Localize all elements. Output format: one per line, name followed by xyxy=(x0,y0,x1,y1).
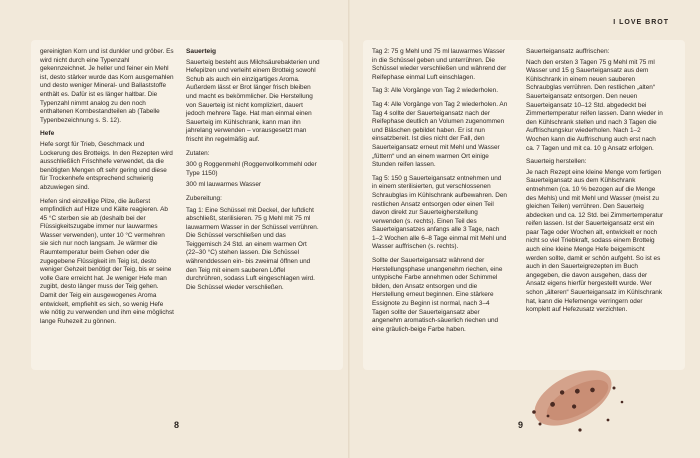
section-heading-hefe: Hefe xyxy=(40,130,55,138)
sauerteig-paragraph: Sauerteig besteht aus Milchsäurebakterien und Hefepilzen und verleiht einem Brotteig sowohl Schub als auch ein einzigartiges Aroma. Außerdem lässt er Brot länger frisch bleiben und macht es bekömmlicher. Die Herstellung von Sauerteig ist nicht kompliziert, dauert jedoch mehrere Tage. Hat man einmal einen Sauerteig im Kühlschrank, kann man ihn jahrelang verwenden – vorausgesetzt man frischt ihn regelmäßig auf. xyxy=(186,58,320,143)
page-number-right: 9 xyxy=(518,420,524,430)
running-header: I LOVE BROT xyxy=(613,19,669,26)
crumb-dot xyxy=(532,410,536,414)
zutat-2: 300 ml lauwarmes Wasser xyxy=(186,181,262,189)
heading-auffrischen: Sauerteigansatz auffrischen: xyxy=(526,48,610,55)
tag-1-step: Tag 1: Eine Schüssel mit Deckel, der luftdicht abschließt, sterilisieren. 75 g Mehl mit 75 ml lauwarmem Wasser in der Schüssel verrühren. Die Schüssel verschließen und das Teiggemisch 24 Std. an einem warmen Ort (22–30 °C) stehen lassen. Die Schüssel währenddessen ein- bis zweimal öffnen und den Teig mit einem sauberen Löffel durchrühren, sodass Luft eingeschlagen wird. Die Schüssel wieder verschließen. xyxy=(186,206,319,291)
right-column-1 xyxy=(372,48,508,339)
tag-5-step: Tag 5: 150 g Sauerteigansatz entnehmen und in einem sterilisierten, gut verschlossenen Schraubglas im Kühlschrank aufbewahren. Den restlichen Ansatz entsorgen oder einen Teil davon direkt zur Sauerteigherstellung verwenden (s. rechts). Einen Teil des Sauerteigansatzes anfangs alle 3 Tage, nach 1–2 Wochen alle 6–8 Tage einmal mit Mehl und Wasser auffrischen (s. rechts). xyxy=(372,174,507,251)
left-column-1 xyxy=(40,48,174,331)
tag-4-step: Tag 4: Alle Vorgänge von Tag 2 wiederholen. An Tag 4 sollte der Sauerteigansatz nach der Reifephase deutlich an Volumen zugenommen und Bläschen gebildet haben. Er ist nun einsatzbereit. Ist dies nicht der Fall, den Sauerteigansatz erneut mit Mehl und Wasser „füttern“ und an einem warmen Ort einige Stunden reifen lassen. xyxy=(372,100,508,169)
page-number-left: 8 xyxy=(174,420,180,430)
left-column-2 xyxy=(186,48,320,297)
section-heading-sauerteig: Sauerteig xyxy=(186,48,217,55)
zutaten-label: Zutaten: xyxy=(186,149,210,157)
intro-paragraph: gereinigten Korn und ist dunkler und gröber. Es wird nicht durch eine Typenzahl gekennzeichnet. Je heller und feiner ein Mehl ist, desto stärker wurde das Korn ausgemahlen und desto weniger Mineral- und Ballaststoffe enthält es. Dafür ist es länger haltbar. Die Typenzahl nimmt analog zu den noch enthaltenen Kornbestandteilen ab (Tabelle Typenbezeichnung s. S. 12). xyxy=(40,48,174,124)
crumb-dot xyxy=(578,428,581,431)
crumb-dot xyxy=(613,387,616,390)
right-column-2 xyxy=(526,48,664,320)
tag-2-step: Tag 2: 75 g Mehl und 75 ml lauwarmes Wasser in die Schüssel geben und unterrühren. Die Schüssel wieder verschließen und während der Reifephase einmal Luft einschlagen. xyxy=(372,48,507,81)
herstellen-paragraph: Je nach Rezept eine kleine Menge vom fertigen Sauerteigansatz aus dem Kühlschrank entnehmen (ca. 10 % bezogen auf die Menge des Mehls) und mit Mehl und Wasser (meist zu gleichen Teilen) verrühren. Den Sauerteig abdecken und ca. 12 Std. bei Zimmertemperatur reifen lassen. Ist der Sauerteigansatz erst ein paar Tage oder Wochen alt, entwickelt er noch nicht so viel Triebkraft, sodass einem Brotteig auch eine kleine Menge Hefe beigemischt werden sollte, damit er schön aufgeht. So ist es auch in den Sauerteigrezepten im Buch angegeben, die davon ausgehen, dass der Ansatz eigens hierfür hergestellt wurde. Wer schon „älteren“ Sauerteigansatz im Kühlschrank hat, kann die Hefemenge verringern oder komplett auf Hefezusatz verzichten. xyxy=(526,168,664,314)
crumb-dot xyxy=(547,415,550,418)
tag-3-step: Tag 3: Alle Vorgänge von Tag 2 wiederholen. xyxy=(372,87,499,95)
hefe-paragraph-1: Hefe sorgt für Trieb, Geschmack und Lockerung des Brotteigs. In den Rezepten wird ausschließlich Frischhefe verwendet, da die benötigten Mengen oft sehr gering und diese für Trockenhefe entsprechend schwierig abzuwiegen sind. xyxy=(40,140,173,191)
zubereitung-label: Zubereitung: xyxy=(186,194,222,202)
crumb-dot xyxy=(539,423,542,426)
crumb-dot xyxy=(621,401,624,404)
auffrischen-paragraph: Nach den ersten 3 Tagen 75 g Mehl mit 75 ml Wasser und 15 g Sauerteigansatz aus dem Kühlschrank in einem neuen sauberen Schraubglas verrühren. Den restlichen „alten“ Sauerteigansatz entsorgen. Den neuen Sauerteigansatz 10–12 Std. abgedeckt bei Zimmertemperatur reifen lassen. Dann wieder in den Kühlschrank stellen und nach 3 Tagen die Auffrischungskur wiederholen. Nach 1–2 Wochen kann die Auffrischung auch erst nach ca. 7 Tagen und mit ca. 10 g Ansatz erfolgen. xyxy=(526,58,663,152)
crumb-dot xyxy=(607,419,610,422)
bread-roll-illustration xyxy=(518,358,628,438)
zutat-1: 300 g Roggenmehl (Roggenvollkornmehl oder Type 1150) xyxy=(186,161,317,177)
hefe-paragraph-2: Hefen sind einzellige Pilze, die äußerst empfindlich auf Hitze und Kälte reagieren. Ab 45 °C sterben sie ab (deshalb bei der Flüssigkeitszugabe immer nur lauwarmes Wasser verwenden), unter 10 °C vermehren sie sich nur noch langsam. Je wärmer die Raumtemperatur beim Gehen oder die zugegebene Flüssigkeit im Teig ist, desto weniger Gehzeit benötigt der Teig, bis er seine volle Gare erreicht hat. Je weniger Hefe man zugibt, desto länger muss der Teig gehen. Damit der Teig ein ausgewogenes Aroma entwickelt, empfiehlt es sich, so wenig Hefe wie nötig zu verwenden und ihm eine möglichst lange Ruhezeit zu gönnen. xyxy=(40,197,174,325)
right-page xyxy=(350,0,700,458)
heading-herstellen: Sauerteig herstellen: xyxy=(526,158,587,166)
warning-paragraph: Sollte der Sauerteigansatz während der Herstellungsphase unangenehm riechen, eine untypische Farbe annehmen oder Schimmel bilden, den Ansatz entsorgen und die Herstellung erneut beginnen. Eine stärkere Essignote zu Beginn ist normal, nach 3–4 Tagen sollte der Sauerteigansatz aber angenehm aromatisch-säuerlich riechen und eine gräulich-beige Farbe haben. xyxy=(372,257,503,333)
